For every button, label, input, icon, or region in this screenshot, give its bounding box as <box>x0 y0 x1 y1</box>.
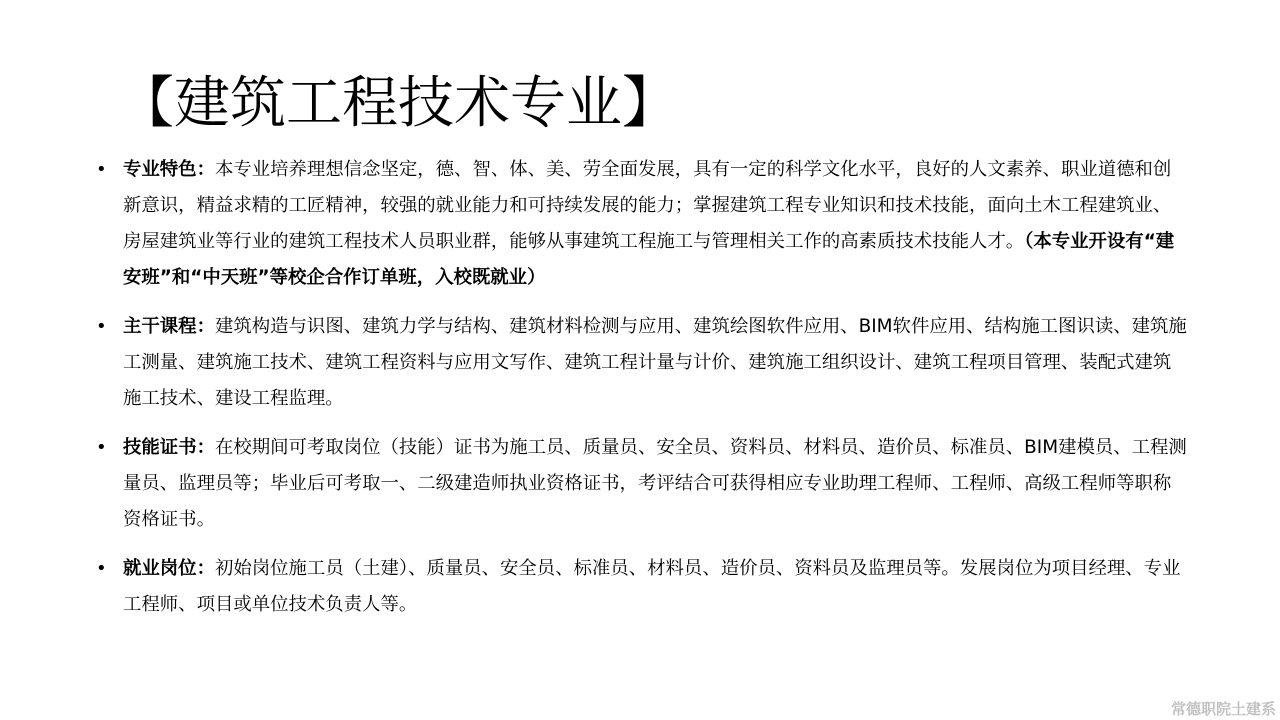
bullet-label: 主干课程： <box>123 316 215 337</box>
watermark-text: 常德职院土建系 <box>1170 700 1276 718</box>
bullet-text: 初始岗位施工员（土建）、质量员、安全员、标准员、材料员、造价员、资料员及监理员等。发展岗位为项目经理、专业工程师、项目或单位技术负责人等。 <box>123 558 1181 615</box>
bullet-item-certificates <box>96 430 1188 538</box>
bullet-item-courses <box>96 309 1188 417</box>
bullet-item-jobs <box>96 551 1188 623</box>
slide-title: 【建筑工程技术专业】 <box>118 71 678 136</box>
bullet-item-features <box>96 152 1188 296</box>
bullet-label: 专业特色： <box>123 159 215 180</box>
bullet-list <box>96 152 1188 623</box>
bullet-emphasis: （本专业开设有“建安班”和“中天班”等校企合作订单班，入校既就业） <box>123 231 1175 288</box>
bullet-text: 本专业培养理想信念坚定，德、智、体、美、劳全面发展，具有一定的科学文化水平，良好的人文素养、职业道德和创新意识，精益求精的工匠精神，较强的就业能力和可持续发展的能力；掌握建筑工程专业知识和技术技能，面向土木工程建筑业、房屋建筑业等行业的建筑工程技术人员职业群，能够从事建筑工程施工与管理相关工作的高素质技术技能人才。 <box>123 159 1172 252</box>
bullet-label: 就业岗位： <box>123 558 215 579</box>
bullet-text: 建筑构造与识图、建筑力学与结构、建筑材料检测与应用、建筑绘图软件应用、BIM软件应用、结构施工图识读、建筑施工测量、建筑施工技术、建筑工程资料与应用文写作、建筑工程计量与计价、建筑施工组织设计、建筑工程项目管理、装配式建筑施工技术、建设工程监理。 <box>123 316 1187 409</box>
bullet-text: 在校期间可考取岗位（技能）证书为施工员、质量员、安全员、资料员、材料员、造价员、标准员、BIM建模员、工程测量员、监理员等；毕业后可考取一、二级建造师执业资格证书，考评结合可获得相应专业助理工程师、工程师、高级工程师等职称资格证书。 <box>123 437 1187 530</box>
bullet-label: 技能证书： <box>123 437 215 458</box>
